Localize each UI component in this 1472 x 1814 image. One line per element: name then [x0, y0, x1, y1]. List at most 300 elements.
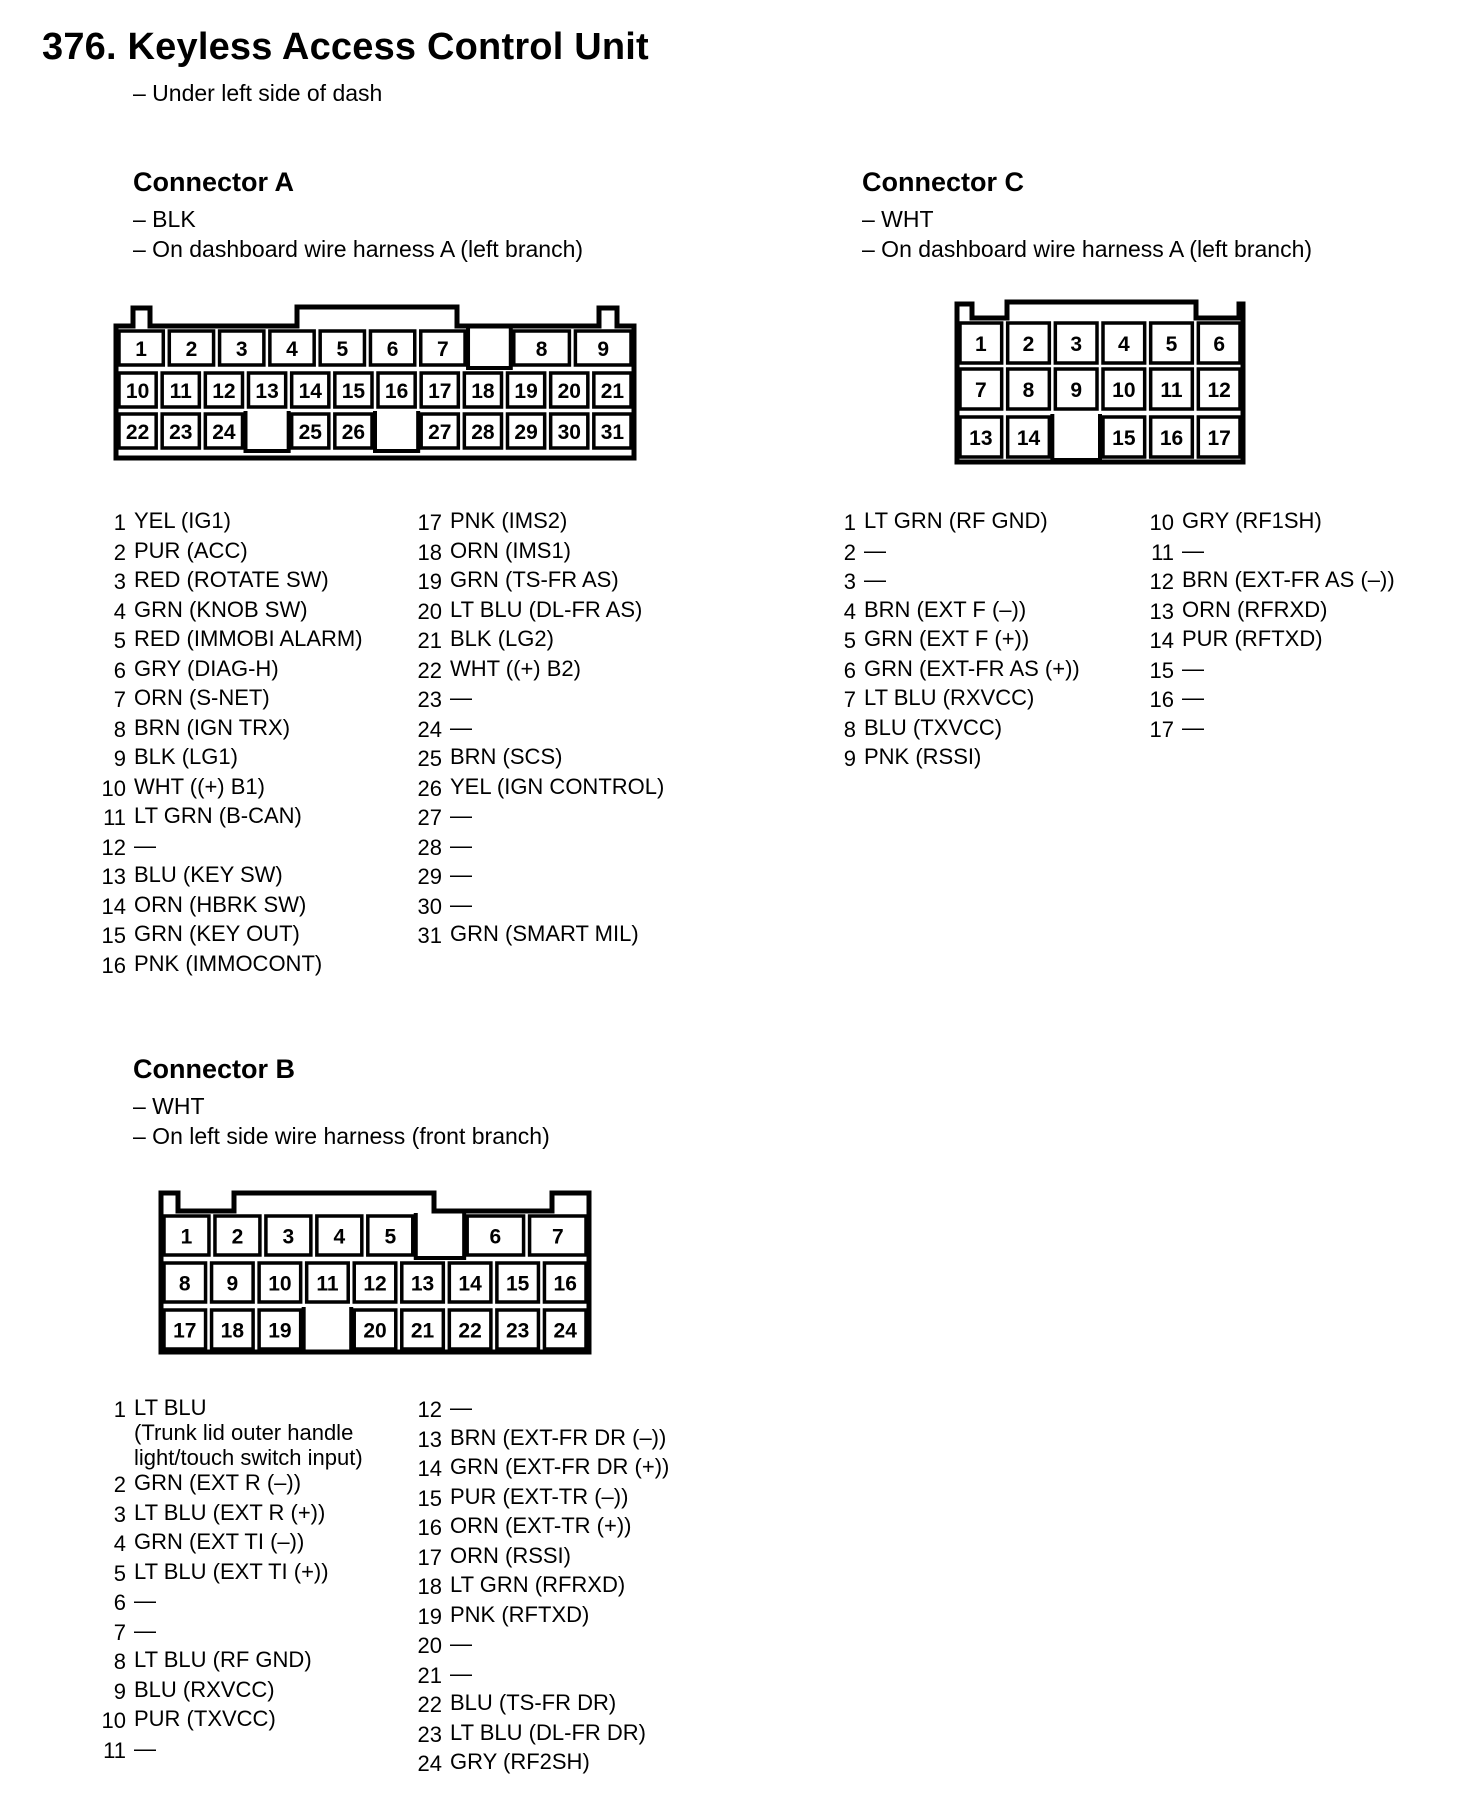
pin-cavity-number: 17 [428, 380, 452, 403]
pin-wire-label: — [450, 891, 472, 917]
pin-wire-label: WHT ((+) B1) [134, 773, 265, 799]
pin-cavity-number: 10 [125, 380, 150, 403]
pin-row [820, 656, 1080, 686]
pin-wire-label: LT BLU (RXVCC) [864, 685, 1035, 710]
pin-wire-label: LT BLU (EXT TI (+)) [134, 1558, 329, 1584]
pin-wire-label: BRN (EXT-FR DR (–)) [450, 1424, 667, 1450]
pin-number: 19 [417, 569, 442, 594]
pin-wire-label: PNK (RSSI) [864, 744, 982, 769]
connector-b-face-diagram [152, 1184, 602, 1356]
connector-key-notch [246, 411, 289, 451]
pin-cavity-number: 1 [180, 1225, 193, 1249]
pin-row [1138, 567, 1395, 597]
pin-wire-label: — [450, 1631, 472, 1656]
pin-row [406, 862, 664, 892]
pin-cavity-number: 11 [1160, 379, 1183, 402]
pin-row [90, 1470, 363, 1500]
connector-c-location: – On dashboard wire harness A (left branch) [862, 236, 1313, 262]
pin-row [90, 862, 363, 892]
pin-number: 23 [417, 687, 442, 712]
pin-row [406, 1395, 669, 1425]
pin-wire-label: — [450, 832, 472, 858]
pin-number: 7 [113, 1619, 126, 1645]
pin-row [90, 833, 363, 863]
pin-cavity-number: 9 [1070, 379, 1083, 402]
pin-number: 29 [417, 864, 442, 889]
connector-c-heading: Connector C [862, 167, 1024, 197]
pin-cavity-number: 6 [489, 1225, 502, 1249]
pin-number: 9 [113, 746, 126, 771]
pin-wire-label: GRN (EXT R (–)) [134, 1470, 302, 1495]
pin-wire-label: — [1182, 537, 1204, 563]
pin-number: 17 [1149, 716, 1174, 742]
pin-number: 12 [1149, 569, 1174, 594]
pin-wire-label: LT BLU (DL-FR DR) [450, 1719, 646, 1745]
pin-number: 14 [101, 893, 126, 919]
pin-wire-label: GRN (TS-FR AS) [450, 567, 619, 592]
pin-wire-label: — [1182, 655, 1204, 681]
pin-number: 2 [113, 1472, 126, 1497]
pin-number: 6 [113, 1590, 126, 1615]
pin-cavity-number: 16 [553, 1272, 577, 1296]
pin-cavity-number: 7 [437, 338, 449, 361]
pin-row [406, 1602, 669, 1632]
pin-number: 13 [101, 864, 126, 889]
pin-row [90, 1706, 363, 1736]
connector-b-pinlist-right [406, 1395, 669, 1779]
pin-wire-label: BRN (EXT F (–)) [864, 596, 1027, 622]
pin-cavity-number: 24 [212, 421, 236, 444]
pin-number: 24 [417, 1751, 442, 1776]
pin-number: 31 [417, 923, 442, 948]
pin-wire-label: — [134, 1735, 156, 1761]
pin-cavity-number: 15 [1112, 427, 1136, 450]
pin-cavity-number: 4 [333, 1225, 346, 1249]
pin-number: 24 [417, 716, 442, 742]
pin-wire-label: BLU (TS-FR DR) [450, 1690, 617, 1715]
pin-wire-label: — [134, 1588, 156, 1613]
pin-cavity-number: 4 [286, 338, 298, 361]
pin-row [406, 1661, 669, 1691]
pin-number: 23 [417, 1721, 442, 1747]
connector-c-face-diagram [950, 296, 1250, 468]
pin-row [406, 744, 664, 774]
pin-row [820, 597, 1080, 627]
pin-row [1138, 626, 1395, 656]
pin-wire-label: GRY (DIAG-H) [134, 655, 279, 681]
pin-row [406, 685, 664, 715]
pin-cavity-number: 25 [298, 421, 322, 444]
pin-number: 2 [843, 539, 856, 565]
pin-cavity-number: 10 [1112, 379, 1136, 402]
connector-key-notch [416, 1213, 464, 1258]
pin-wire-label: PUR (ACC) [134, 537, 248, 563]
pin-cavity-number: 9 [226, 1272, 239, 1296]
pin-wire-label: — [450, 714, 472, 740]
pin-row [90, 656, 363, 686]
pin-cavity-number: 23 [505, 1319, 530, 1343]
pin-row [820, 626, 1080, 656]
pin-cavity-number: 2 [185, 338, 198, 361]
pin-row [90, 1736, 363, 1766]
pin-row [90, 567, 363, 597]
pin-row [406, 1572, 669, 1602]
pin-cavity-number: 1 [974, 333, 987, 356]
pin-cavity-number: 7 [551, 1225, 564, 1249]
pin-cavity-number: 3 [235, 338, 248, 361]
pin-cavity-number: 17 [1207, 427, 1231, 450]
pin-cavity-number: 3 [1070, 333, 1083, 356]
pin-wire-label: — [450, 685, 472, 710]
pin-row [406, 803, 664, 833]
pin-number: 10 [101, 775, 126, 801]
pin-cavity-number: 1 [135, 338, 147, 361]
pin-row [90, 626, 363, 656]
pin-row [820, 508, 1080, 538]
connector-a-pinlist-right [406, 508, 664, 951]
pin-wire-label: BRN (IGN TRX) [134, 714, 291, 740]
pin-wire-label: — [864, 537, 886, 563]
pin-cavity-number: 19 [268, 1319, 292, 1343]
pin-cavity-number: 3 [282, 1225, 295, 1249]
pin-wire-label: PUR (RFTXD) [1182, 626, 1323, 651]
pin-cavity-number: 16 [1159, 427, 1184, 450]
pin-wire-label: YEL (IGN CONTROL) [450, 773, 665, 799]
pin-number: 20 [417, 598, 442, 624]
connector-a-color: – BLK [133, 206, 196, 232]
pin-number: 12 [417, 1397, 442, 1422]
pin-row [90, 508, 363, 538]
pin-cavity-number: 13 [969, 427, 993, 450]
pin-number: 8 [843, 716, 856, 742]
pin-number: 14 [1149, 628, 1174, 653]
pin-row [90, 1618, 363, 1648]
pin-wire-label: — [864, 567, 886, 592]
pin-number: 10 [1149, 510, 1174, 535]
connector-b-heading: Connector B [133, 1054, 295, 1084]
pin-cavity-number: 12 [1207, 379, 1231, 402]
pin-number: 9 [843, 746, 856, 771]
pin-cavity-number: 2 [1022, 333, 1035, 356]
pin-row [1138, 538, 1395, 568]
pin-number: 6 [113, 657, 126, 683]
pin-cavity-number: 11 [169, 380, 192, 403]
pin-number: 17 [417, 510, 442, 535]
pin-cavity-number: 13 [255, 380, 279, 403]
pin-number: 13 [1149, 598, 1174, 624]
pin-row [90, 685, 363, 715]
pin-cavity-number: 7 [974, 379, 987, 402]
pin-cavity-number: 12 [363, 1272, 387, 1296]
pin-row [1138, 597, 1395, 627]
pin-cavity-number: 4 [1117, 333, 1130, 356]
pin-number: 26 [417, 775, 442, 801]
connector-c-color: – WHT [862, 206, 934, 232]
pin-wire-label: — [1182, 685, 1204, 710]
pin-wire-label: — [450, 803, 472, 828]
pin-row [90, 803, 363, 833]
pin-wire-label: LT BLU (EXT R (+)) [134, 1499, 326, 1525]
page-title: 376. Keyless Access Control Unit [42, 26, 649, 68]
pin-cavity-number: 18 [471, 380, 495, 403]
pin-wire-label: GRY (RF2SH) [450, 1749, 590, 1774]
page-subtitle: – Under left side of dash [133, 80, 383, 106]
pin-cavity-number: 2 [231, 1225, 244, 1249]
pin-cavity-number: 10 [268, 1272, 292, 1296]
pin-cavity-number: 5 [1165, 333, 1178, 356]
pin-wire-label: LT BLU (DL-FR AS) [450, 596, 643, 622]
pin-row [406, 626, 664, 656]
pin-wire-label: GRN (KEY OUT) [134, 921, 300, 946]
pin-number: 14 [417, 1456, 442, 1481]
pin-wire-label: — [134, 1617, 156, 1643]
pin-number: 6 [843, 657, 856, 683]
pin-number: 8 [113, 1649, 126, 1674]
pin-cavity-number: 11 [316, 1272, 339, 1296]
pin-cavity-number: 14 [458, 1272, 482, 1296]
pin-row [406, 656, 664, 686]
pin-row [820, 538, 1080, 568]
pin-wire-label: PNK (RFTXD) [450, 1601, 590, 1627]
pin-wire-label: RED (IMMOBI ALARM) [134, 626, 363, 651]
pin-wire-label: GRN (EXT-FR AS (+)) [864, 655, 1080, 681]
pin-row [90, 774, 363, 804]
pin-row [406, 1690, 669, 1720]
pin-wire-label: BRN (EXT-FR AS (–)) [1182, 567, 1395, 592]
pin-number: 25 [417, 746, 442, 771]
pin-row [820, 685, 1080, 715]
pin-row [90, 744, 363, 774]
pin-number: 3 [113, 569, 126, 594]
pin-wire-label: GRY (RF1SH) [1182, 508, 1322, 533]
pin-row [820, 715, 1080, 745]
pin-row [90, 1559, 363, 1589]
pin-row [90, 1647, 363, 1677]
pin-row [90, 921, 363, 951]
pin-wire-label: GRN (EXT TI (–)) [134, 1529, 305, 1554]
pin-number: 11 [103, 1737, 126, 1763]
pin-number: 7 [843, 687, 856, 712]
pin-number: 3 [843, 569, 856, 594]
pin-cavity-number: 13 [410, 1272, 435, 1296]
connector-a-location: – On dashboard wire harness A (left branch) [133, 236, 584, 262]
pin-number: 8 [113, 716, 126, 742]
pin-cavity-number: 8 [1022, 379, 1035, 402]
pin-cavity-number: 8 [535, 338, 548, 361]
pin-row [406, 597, 664, 627]
connector-c-pinlist-right [1138, 508, 1395, 744]
pin-cavity-number: 18 [220, 1319, 245, 1343]
pin-wire-label: PUR (TXVCC) [134, 1706, 276, 1731]
pin-wire-label: LT GRN (B-CAN) [134, 803, 302, 828]
connector-key-notch [304, 1307, 352, 1352]
pin-cavity-number: 19 [514, 380, 538, 403]
pin-wire-label: ORN (S-NET) [134, 685, 270, 710]
pin-cavity-number: 14 [1016, 427, 1041, 450]
pin-row [406, 1543, 669, 1573]
pin-number: 4 [113, 598, 126, 624]
pin-row [406, 1513, 669, 1543]
pin-number: 3 [113, 1501, 126, 1527]
pin-number: 30 [417, 893, 442, 919]
pin-wire-label: PNK (IMS2) [450, 508, 568, 533]
pin-wire-label: GRN (KNOB SW) [134, 596, 308, 622]
pin-wire-label: BLK (LG1) [134, 744, 238, 769]
pin-row [406, 892, 664, 922]
pin-row [90, 597, 363, 627]
pin-number: 20 [417, 1633, 442, 1658]
pin-row [1138, 715, 1395, 745]
pin-row [90, 1529, 363, 1559]
pin-wire-label: WHT ((+) B2) [450, 655, 581, 681]
pin-row [90, 1588, 363, 1618]
pin-cavity-number: 17 [173, 1319, 197, 1343]
connector-c-pinlist-left [820, 508, 1080, 774]
pin-row [406, 1720, 669, 1750]
pin-wire-label: GRN (SMART MIL) [450, 921, 639, 946]
pin-number: 5 [843, 628, 856, 653]
pin-wire-label: PUR (EXT-TR (–)) [450, 1483, 629, 1509]
pin-cavity-number: 29 [514, 421, 538, 444]
pin-wire-label: GRN (EXT-FR DR (+)) [450, 1454, 670, 1479]
pin-row [406, 715, 664, 745]
pin-wire-label: — [450, 1395, 472, 1420]
pin-row [406, 1749, 669, 1779]
pin-row [406, 1454, 669, 1484]
pin-wire-label: ORN (HBRK SW) [134, 891, 307, 917]
pin-number: 22 [417, 657, 442, 683]
pin-wire-label: — [1182, 714, 1204, 740]
pin-cavity-number: 28 [471, 421, 495, 444]
pin-wire-label: — [134, 832, 156, 858]
pin-number: 27 [417, 805, 442, 830]
pin-wire-label: ORN (RSSI) [450, 1542, 571, 1568]
pin-row [406, 538, 664, 568]
pin-number: 16 [417, 1515, 442, 1540]
pin-wire-label: LT BLU (Trunk lid outer handle light/touch switch input) [134, 1395, 363, 1470]
connector-b-pinlist-left [90, 1395, 363, 1765]
pin-cavity-number: 20 [557, 380, 581, 403]
pin-number: 1 [113, 510, 126, 535]
pin-wire-label: BRN (SCS) [450, 744, 563, 769]
pin-cavity-number: 15 [505, 1272, 530, 1296]
pin-row [1138, 685, 1395, 715]
pin-number: 10 [101, 1708, 126, 1733]
pin-number: 9 [113, 1678, 126, 1704]
connector-key-notch [375, 411, 418, 451]
pin-wire-label: ORN (IMS1) [450, 537, 571, 563]
pin-wire-label: YEL (IG1) [134, 508, 231, 533]
pin-number: 7 [113, 687, 126, 712]
pin-row [1138, 508, 1395, 538]
connector-b-color: – WHT [133, 1093, 205, 1119]
pin-number: 21 [417, 1662, 442, 1688]
pin-row [90, 1500, 363, 1530]
pin-cavity-number: 27 [428, 421, 452, 444]
pin-row [406, 833, 664, 863]
pin-number: 13 [417, 1426, 442, 1452]
pin-cavity-number: 9 [597, 338, 610, 361]
pin-row [406, 1631, 669, 1661]
pin-row [90, 538, 363, 568]
pin-number: 1 [843, 510, 856, 535]
pin-number: 11 [1151, 539, 1174, 565]
pin-cavity-number: 21 [410, 1319, 435, 1343]
pin-row [406, 1484, 669, 1514]
pin-wire-label: — [450, 862, 472, 887]
pin-number: 16 [101, 952, 126, 978]
pin-row [406, 1425, 669, 1455]
pin-wire-label: — [450, 1660, 472, 1686]
pin-cavity-number: 6 [386, 338, 399, 361]
pin-number: 22 [417, 1692, 442, 1717]
connector-key-notch [468, 328, 511, 368]
pin-number: 5 [113, 628, 126, 653]
pin-number: 4 [843, 598, 856, 624]
pin-number: 15 [101, 923, 126, 948]
pin-number: 5 [113, 1560, 126, 1586]
pin-row [90, 1395, 363, 1470]
pin-row [90, 892, 363, 922]
pin-row [90, 951, 363, 981]
connector-b-location: – On left side wire harness (front branch) [133, 1123, 550, 1149]
pin-number: 17 [417, 1544, 442, 1570]
pin-number: 2 [113, 539, 126, 565]
pin-wire-label: BLU (RXVCC) [134, 1676, 275, 1702]
pin-row [820, 744, 1080, 774]
pin-cavity-number: 14 [298, 380, 322, 403]
pin-wire-label: LT GRN (RF GND) [864, 508, 1048, 533]
pin-number: 15 [1149, 657, 1174, 683]
pin-number: 18 [417, 1574, 442, 1599]
pin-cavity-number: 22 [458, 1319, 482, 1343]
pin-number: 15 [417, 1485, 442, 1511]
pin-number: 18 [417, 539, 442, 565]
pin-cavity-number: 5 [384, 1225, 397, 1249]
pin-number: 28 [417, 834, 442, 860]
pin-row [90, 715, 363, 745]
pin-wire-label: BLU (KEY SW) [134, 862, 283, 887]
pin-number: 11 [103, 805, 126, 830]
pin-cavity-number: 21 [600, 380, 625, 403]
pin-row [406, 508, 664, 538]
pin-wire-label: BLU (TXVCC) [864, 714, 1003, 740]
pin-wire-label: LT GRN (RFRXD) [450, 1572, 626, 1597]
pin-cavity-number: 12 [212, 380, 236, 403]
pin-cavity-number: 23 [169, 421, 193, 444]
pin-row [406, 567, 664, 597]
pin-cavity-number: 8 [178, 1272, 191, 1296]
pin-cavity-number: 6 [1213, 333, 1226, 356]
pin-cavity-number: 24 [553, 1319, 577, 1343]
pin-cavity-number: 30 [557, 421, 581, 444]
pin-wire-label: RED (ROTATE SW) [134, 567, 329, 592]
pin-cavity-number: 5 [336, 338, 349, 361]
pin-number: 21 [417, 628, 442, 653]
pin-cavity-number: 31 [600, 421, 625, 444]
connector-a-heading: Connector A [133, 167, 294, 197]
connector-a-pinlist-left [90, 508, 363, 980]
pin-wire-label: ORN (EXT-TR (+)) [450, 1513, 632, 1538]
pin-row [406, 774, 664, 804]
pin-cavity-number: 16 [384, 380, 409, 403]
pin-number: 19 [417, 1603, 442, 1629]
pin-cavity-number: 22 [125, 421, 150, 444]
pin-wire-label: LT BLU (RF GND) [134, 1647, 312, 1672]
pin-wire-label: GRN (EXT F (+)) [864, 626, 1030, 651]
pin-cavity-number: 26 [341, 421, 366, 444]
connector-a-face-diagram [100, 298, 650, 468]
